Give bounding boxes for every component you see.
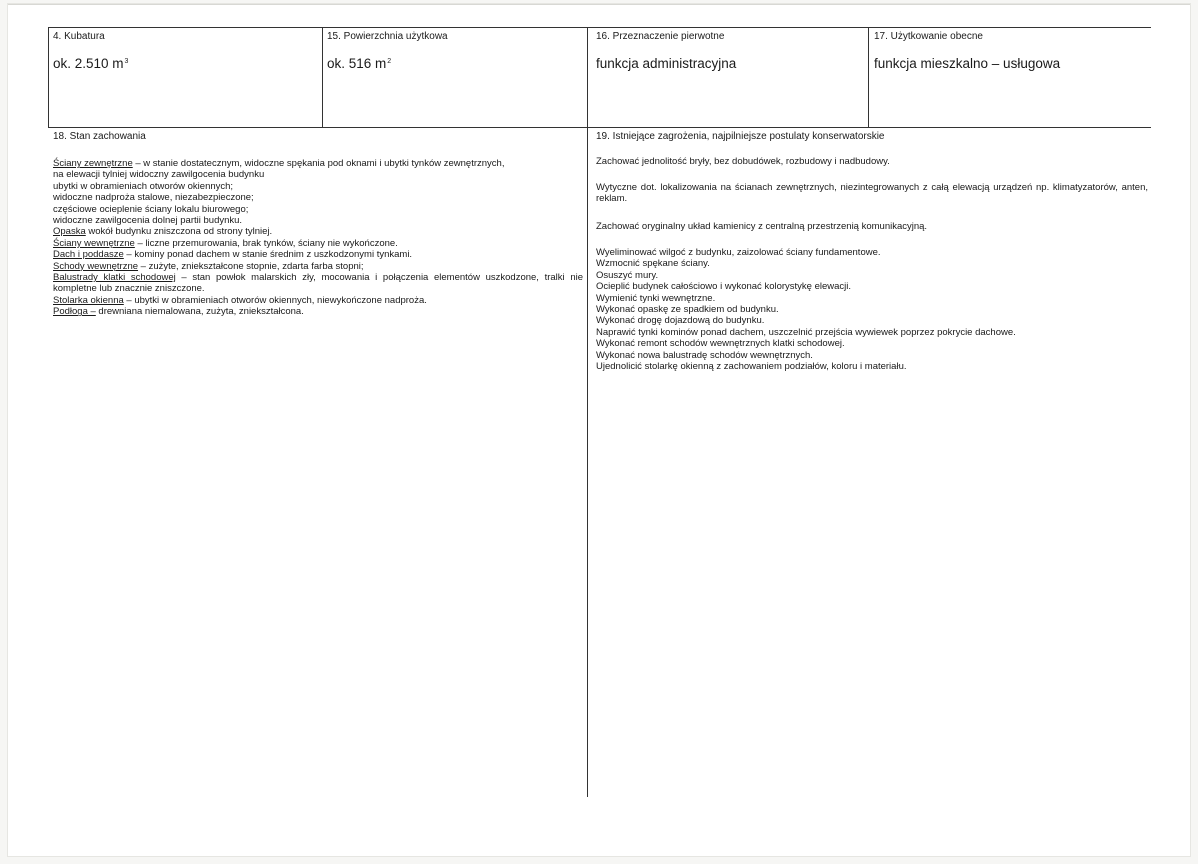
- field-przeznaczenie-value: funkcja administracyjna: [596, 56, 737, 71]
- list-item: Naprawić tynki kominów ponad dachem, uszczelnić przejścia wywiewek poprzez pokrycie dachowe.: [596, 326, 1016, 338]
- stan-line: Opaska wokół budynku zniszczona od strony tylniej.: [53, 226, 273, 238]
- stan-line: Ściany zewnętrzne – w stanie dostatecznym, widoczne spękania pod oknami i ubytki tynków zewnętrznych,: [53, 158, 505, 169]
- stan-zachowania-label: 18. Stan zachowania: [53, 131, 146, 142]
- stan-line: częściowe ocieplenie ściany lokalu biurowego;: [53, 203, 249, 215]
- stan-line: Stolarka okienna – ubytki w obramieniach otworów okiennych, niewykończone nadproża.: [53, 294, 427, 306]
- field-przeznaczenie-label: 16. Przeznaczenie pierwotne: [596, 31, 725, 42]
- field-uzytkowanie-label: 17. Użytkowanie obecne: [874, 31, 983, 42]
- list-item: Ujednolicić stolarkę okienną z zachowaniem podziałów, koloru i materiału.: [596, 361, 907, 373]
- list-item: Wymienić tynki wewnętrzne.: [596, 292, 716, 304]
- stan-line: Dach i poddasze – kominy ponad dachem w stanie średnim z uszkodzonymi tynkami.: [53, 249, 413, 261]
- stan-line: ubytki w obramieniach otworów okiennych;: [53, 180, 234, 192]
- zagrozenia-list: [596, 247, 1148, 372]
- stan-line: Schody wewnętrzne – zużyte, zniekształcone stopnie, zdarta farba stopni;: [53, 260, 364, 272]
- zagrozenia-p2: Wytyczne dot. lokalizowania na ścianach zewnętrznych, niezintegrowanych z całą elewacją urządzeń np. klimatyzatorów, anten, reklam.: [596, 182, 1148, 205]
- list-item: Wykonać opaskę ze spadkiem od budynku.: [596, 304, 779, 316]
- field-kubatura-label: 4. Kubatura: [53, 31, 105, 42]
- row-divider: [48, 127, 1151, 128]
- list-item: Wyeliminować wilgoć z budynku, zaizolować ściany fundamentowe.: [596, 247, 881, 258]
- list-item: Wzmocnić spękane ściany.: [596, 258, 710, 270]
- field-powierzchnia-label: 15. Powierzchnia użytkowa: [327, 31, 448, 42]
- stan-line: na elewacji tylniej widoczny zawilgocenia budynku: [53, 169, 265, 181]
- stan-line: widoczne zawilgocenia dolnej partii budynku.: [53, 215, 243, 227]
- zagrozenia-label: 19. Istniejące zagrożenia, najpilniejsze postulaty konserwatorskie: [596, 131, 885, 142]
- table-top-border: [48, 27, 1151, 28]
- list-item: Wykonać remont schodów wewnętrznych klatki schodowej.: [596, 338, 845, 350]
- sheet-edge: [8, 4, 1190, 5]
- column-divider-main: [587, 27, 588, 797]
- list-item: Osuszyć mury.: [596, 269, 659, 281]
- document-card: [8, 4, 1190, 856]
- stan-line: widoczne nadproża stalowe, niezabezpieczone;: [53, 192, 254, 204]
- column-divider-1: [322, 27, 323, 128]
- field-uzytkowanie-value: funkcja mieszkalno – usługowa: [874, 56, 1061, 71]
- zagrozenia-p3: Zachować oryginalny układ kamienicy z centralną przestrzenią komunikacyjną.: [596, 221, 928, 232]
- list-item: Wykonać nowa balustradę schodów wewnętrznych.: [596, 349, 813, 361]
- stan-line: Ściany wewnętrzne – liczne przemurowania, brak tynków, ściany nie wykończone.: [53, 237, 398, 249]
- field-powierzchnia-value: ok. 516 $m^2$: [327, 56, 392, 71]
- column-divider-3: [868, 27, 869, 128]
- list-item: Ocieplić budynek całościowo i wykonać kolorystykę elewacji.: [596, 281, 852, 293]
- stan-line: Podłoga – drewniana niemalowana, zużyta, zniekształcona.: [53, 306, 304, 318]
- stan-zachowania-text: [53, 158, 583, 318]
- field-kubatura-value: ok. 2.510 $m^3$: [53, 56, 129, 71]
- stan-line: Balustrady klatki schodowej – stan powłok malarskich zły, mocowania i połączenia elementów uszkodzone, tralki nie kompletne lub znacznie zniszczone.: [53, 272, 583, 295]
- table-left-border: [48, 27, 49, 128]
- zagrozenia-p1: Zachować jednolitość bryły, bez dobudówek, rozbudowy i nadbudowy.: [596, 156, 890, 167]
- list-item: Wykonać drogę dojazdową do budynku.: [596, 315, 765, 327]
